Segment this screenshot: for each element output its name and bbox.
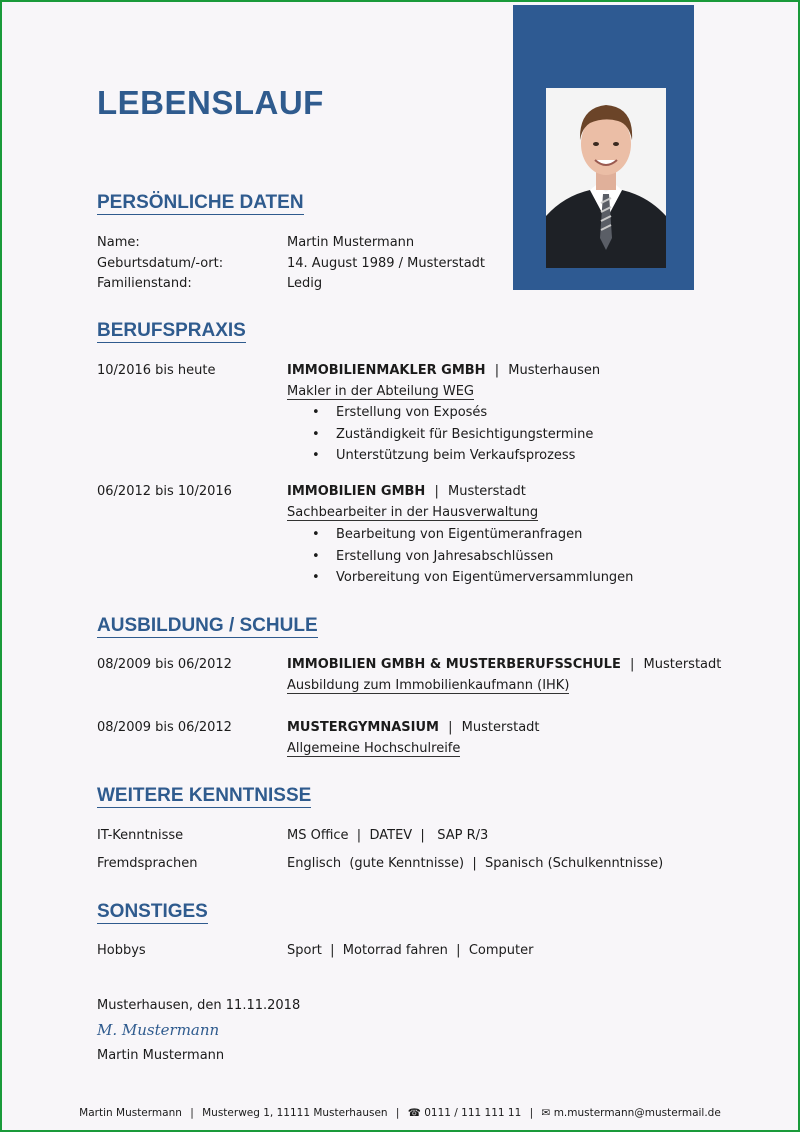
personal-value-birth: 14. August 1989 / Musterstadt (287, 256, 486, 271)
education-school-line (287, 720, 540, 735)
section-heading-personal: PERSÖNLICHE DATEN (97, 192, 304, 213)
bullet-icon: • (312, 405, 320, 420)
misc-value-hobbies: Sport | Motorrad fahren | Computer (287, 943, 534, 958)
section-heading-experience: BERUFSPRAXIS (97, 320, 246, 341)
job-location: Musterstadt (447, 484, 526, 499)
list-item: • Vorbereitung von Eigentümerversammlungen (312, 567, 633, 589)
list-item: • Erstellung von Jahresabschlüssen (312, 546, 633, 568)
separator: | (434, 484, 439, 499)
job-task-list (312, 524, 633, 589)
list-item: • Bearbeitung von Eigentümeranfragen (312, 524, 633, 546)
page-title: LEBENSLAUF (97, 84, 324, 121)
bullet-icon: • (312, 448, 320, 463)
education-school: MUSTERGYMNASIUM (287, 720, 439, 735)
photo-band (513, 5, 694, 290)
list-item: • Zuständigkeit für Besichtigungstermine (312, 424, 593, 446)
personal-value-marital: Ledig (287, 276, 323, 291)
education-period: 08/2009 bis 06/2012 (97, 720, 232, 735)
footer-contact (2, 1107, 798, 1119)
job-role: Sachbearbeiter in der Hausverwaltung (287, 505, 539, 520)
education-school: IMMOBILIEN GMBH & MUSTERBERUFSSCHULE (287, 657, 621, 672)
skills-label-it: IT-Kenntnisse (97, 828, 184, 843)
signer-name: Martin Mustermann (97, 1048, 225, 1063)
signature: M. Mustermann (97, 1021, 220, 1039)
education-location: Musterstadt (643, 657, 722, 672)
personal-label-name: Name: (97, 235, 140, 250)
footer-email[interactable]: m.mustermann@mustermail.de (553, 1107, 721, 1119)
bullet-icon: • (312, 426, 320, 442)
education-school-line (287, 657, 721, 672)
footer-address: Musterweg 1, 11111 Musterhausen (202, 1107, 388, 1119)
bullet-icon: • (312, 570, 320, 585)
phone-icon: ☎ (407, 1107, 421, 1119)
personal-value-name: Martin Mustermann (287, 235, 415, 250)
bullet-icon: • (312, 527, 320, 542)
personal-label-birth: Geburtsdatum/-ort: (97, 256, 224, 271)
job-location: Musterhausen (508, 363, 601, 378)
job-role: Makler in der Abteilung WEG (287, 384, 474, 399)
education-degree: Allgemeine Hochschulreife (287, 741, 461, 756)
separator: | (629, 657, 635, 672)
separator: | (448, 720, 453, 735)
list-item: • Erstellung von Exposés (312, 402, 593, 424)
job-company: IMMOBILIEN GMBH (287, 484, 426, 499)
separator: | (190, 1107, 194, 1119)
education-period: 08/2009 bis 06/2012 (97, 657, 232, 672)
separator: | (395, 1107, 400, 1119)
job-period: 10/2016 bis heute (97, 363, 216, 378)
list-item: • Unterstützung beim Verkaufsprozess (312, 445, 593, 467)
skills-value-it: MS Office | DATEV | SAP R/3 (287, 828, 489, 843)
section-heading-education: AUSBILDUNG / SCHULE (97, 615, 318, 636)
bullet-icon: • (312, 548, 320, 564)
separator: | (529, 1107, 534, 1119)
job-period: 06/2012 bis 10/2016 (97, 484, 232, 499)
skills-label-languages: Fremdsprachen (97, 856, 198, 871)
separator: | (494, 363, 500, 378)
mail-icon: ✉ (541, 1107, 551, 1119)
job-task-list (312, 402, 593, 467)
job-company: IMMOBILIENMAKLER GMBH (287, 363, 486, 378)
skills-value-languages: Englisch (gute Kenntnisse) | Spanisch (Schulkenntnisse) (287, 856, 664, 871)
footer-phone: 0111 / 111 111 11 (424, 1107, 522, 1119)
personal-label-marital: Familienstand: (97, 276, 192, 291)
education-degree: Ausbildung zum Immobilienkaufmann (IHK) (287, 678, 570, 693)
job-employer-line (287, 484, 526, 499)
section-heading-misc: SONSTIGES (97, 901, 208, 922)
footer-name: Martin Mustermann (79, 1107, 182, 1119)
place-date: Musterhausen, den 11.11.2018 (97, 998, 301, 1013)
job-employer-line (287, 363, 600, 378)
profile-photo (546, 88, 666, 268)
section-heading-skills: WEITERE KENNTNISSE (97, 785, 312, 806)
education-location: Musterstadt (461, 720, 540, 735)
misc-label-hobbies: Hobbys (97, 943, 146, 958)
